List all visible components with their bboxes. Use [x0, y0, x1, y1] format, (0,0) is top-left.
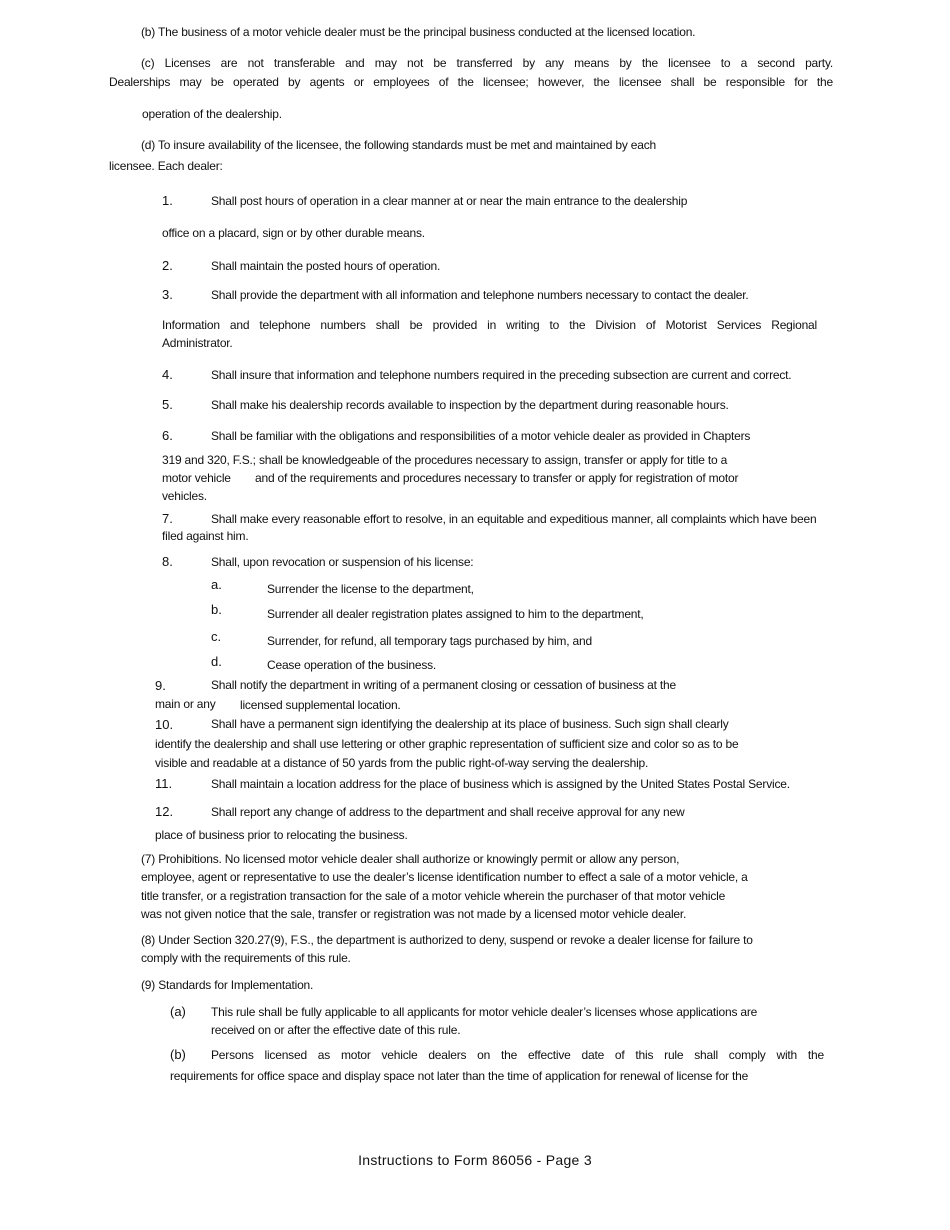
item-text: Administrator.: [162, 336, 233, 350]
item-number: 2.: [162, 258, 173, 273]
section-9-b-label: (b): [170, 1047, 186, 1062]
item-text: visible and readable at a distance of 50 yards from the public right-of-way serving the dealership.: [155, 756, 649, 770]
section-9-a-text: This rule shall be fully applicable to all applicants for motor vehicle dealer’s licenses whose applications are: [211, 1005, 758, 1019]
paragraph-c-line3: operation of the dealership.: [142, 107, 282, 121]
paragraph-c-line1: (c) Licenses are not transferable and may not be transferred by any means by the licensee to a second party.: [141, 56, 833, 70]
prohibitions-line: title transfer, or a registration transaction for the sale of a motor vehicle wherein the purchaser of that motor vehicle: [141, 889, 726, 903]
item-text: licensed supplemental location.: [240, 698, 401, 712]
item-text: motor vehicle: [162, 471, 231, 485]
item-number: 10.: [155, 717, 174, 732]
item-number: 8.: [162, 554, 173, 569]
prohibitions-line: (7) Prohibitions. No licensed motor vehicle dealer shall authorize or knowingly permit or allow any person,: [141, 852, 680, 866]
item-number: 4.: [162, 367, 173, 382]
prohibitions-line: was not given notice that the sale, transfer or registration was not made by a licensed motor vehicle dealer.: [141, 907, 687, 921]
prohibitions-line: employee, agent or representative to use the dealer’s license identification number to effect a sale of a motor vehicle, a: [141, 870, 748, 884]
item-text: Shall report any change of address to the department and shall receive approval for any new: [211, 805, 685, 819]
subitem-letter: d.: [211, 654, 222, 669]
item-text: Shall have a permanent sign identifying the dealership at its place of business. Such sign shall clearly: [211, 717, 729, 731]
item-number: 6.: [162, 428, 173, 443]
item-text: main or any: [155, 697, 216, 711]
item-text: office on a placard, sign or by other durable means.: [162, 226, 425, 240]
item-text: Shall, upon revocation or suspension of his license:: [211, 555, 474, 569]
item-text: Shall insure that information and telephone numbers required in the preceding subsection are current and correct.: [211, 368, 792, 382]
item-number: 3.: [162, 287, 173, 302]
section-9-a-text: received on or after the effective date of this rule.: [211, 1023, 461, 1037]
item-text: Information and telephone numbers shall be provided in writing to the Division of Motorist Services Regional: [162, 318, 817, 332]
paragraph-d-line1: (d) To insure availability of the licensee, the following standards must be met and maintained by each: [141, 138, 657, 152]
section-9-b-text: Persons licensed as motor vehicle dealers on the effective date of this rule shall comply with the: [211, 1048, 824, 1062]
item-text: 319 and 320, F.S.; shall be knowledgeable of the procedures necessary to assign, transfer or apply for title to a: [162, 453, 728, 467]
item-number: 11.: [155, 776, 173, 791]
item-text: Shall post hours of operation in a clear manner at or near the main entrance to the dealership: [211, 194, 688, 208]
item-text: Shall make every reasonable effort to resolve, in an equitable and expeditious manner, all complaints which have been: [211, 512, 817, 526]
item-text: Shall be familiar with the obligations and responsibilities of a motor vehicle dealer as provided in Chapters: [211, 429, 751, 443]
item-text: place of business prior to relocating the business.: [155, 828, 408, 842]
item-text: Shall provide the department with all information and telephone numbers necessary to contact the dealer.: [211, 288, 749, 302]
item-number: 5.: [162, 397, 173, 412]
item-text: and of the requirements and procedures necessary to transfer or apply for registration of motor: [255, 471, 739, 485]
paragraph-b: (b) The business of a motor vehicle dealer must be the principal business conducted at the licensed location.: [141, 25, 696, 39]
item-number: 9.: [155, 678, 166, 693]
item-text: Shall make his dealership records available to inspection by the department during reasonable hours.: [211, 398, 729, 412]
item-text: identify the dealership and shall use lettering or other graphic representation of sufficient size and color so as to be: [155, 737, 739, 751]
subitem-text: Surrender the license to the department,: [267, 582, 474, 596]
paragraph-d-line2: licensee. Each dealer:: [109, 159, 223, 173]
subitem-letter: c.: [211, 629, 222, 644]
subitem-letter: b.: [211, 602, 222, 617]
subitem-text: Cease operation of the business.: [267, 658, 437, 672]
section-8-line: comply with the requirements of this rule.: [141, 951, 351, 965]
item-text: vehicles.: [162, 489, 207, 503]
subitem-text: Surrender, for refund, all temporary tags purchased by him, and: [267, 634, 592, 648]
item-text: Shall maintain a location address for the place of business which is assigned by the United States Postal Service.: [211, 777, 790, 791]
section-8-line: (8) Under Section 320.27(9), F.S., the department is authorized to deny, suspend or revoke a dealer license for failure to: [141, 933, 753, 947]
subitem-letter: a.: [211, 577, 222, 592]
item-text: filed against him.: [162, 529, 249, 543]
subitem-text: Surrender all dealer registration plates assigned to him to the department,: [267, 607, 644, 621]
section-9-heading: (9) Standards for Implementation.: [141, 978, 314, 992]
item-text: Shall maintain the posted hours of operation.: [211, 259, 441, 273]
item-text: Shall notify the department in writing of a permanent closing or cessation of business at the: [211, 678, 677, 692]
paragraph-c-line2: Dealerships may be operated by agents or employees of the licensee; however, the licensee shall be responsible for the: [109, 75, 833, 89]
page-footer: Instructions to Form 86056 - Page 3: [358, 1152, 592, 1168]
section-9-b-text: requirements for office space and display space not later than the time of application for renewal of license for the: [170, 1069, 749, 1083]
section-9-a-label: (a): [170, 1004, 186, 1019]
item-number: 7.: [162, 511, 173, 526]
item-number: 12.: [155, 804, 174, 819]
item-number: 1.: [162, 193, 173, 208]
